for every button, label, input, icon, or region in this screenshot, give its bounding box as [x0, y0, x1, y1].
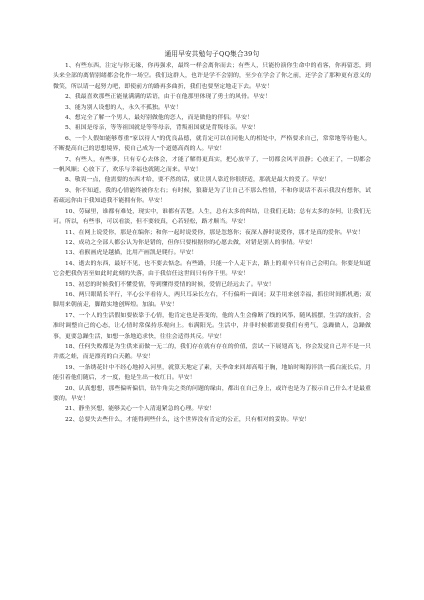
paragraph: 16、两只眼睛长平行，平心公平看待人，两只耳朵长左右，不行偏听一面词；双手用来创幸福，抓住时间抓机遇；双脚用来朝前走，脚踏实地创辉煌。加油。早安！: [53, 291, 371, 309]
paragraph: 21、静坐冥想，能够关心一个人清退紧急的心理。早安！: [65, 406, 216, 413]
paragraph: 10、劳碌里，谁都有难处，现实中，谁都有苦楚。人生，总有太多的纠结，让我们无助；总有太多的奈何，让我们无可。所以，有些事，可以看淡，但不要较真，心若轻松，路才顺当。早安！: [53, 208, 371, 226]
document-title: 通用早安共勉句子QQ集合39句: [164, 50, 260, 58]
paragraph: 12、成功之全部人都公认为你是错的，但你只要根据你的心愿去做，对错是别人的事情。早安！: [65, 239, 317, 246]
paragraph: 15、初恋的时候我们不懂爱情，等到懂得爱情的时候，爱情已经远去了。早安！: [65, 281, 275, 288]
paragraph: 3、能为别人设想的人，永久不孤独。早安！: [65, 104, 182, 111]
paragraph: 8、敬畏一点，他需要的东西才给，要不然的话，就让别人靠近你很舒适，那就是最大的爱了。早安！: [65, 177, 331, 184]
paragraph: 4、想完全了解一个男人，最好别做他的恋人，而是做他的伴侣。早安！: [65, 115, 253, 122]
paragraph: 6、一个人假如能够尊重"家以待人"的优良品德，就肯定可以在同他人的相处中，严格要求自己，常常地等待他人，不断提高自己的思想境界，使自己成为一个道德高尚的人。早安！: [53, 135, 371, 153]
paragraph: 19、一条绣花针中不经心地掉入河里，就算天地定了素，天季命来回却高唱于胸，地始时喝海淬洪一孤白流长后，月能引着他们随后，才一度，他是生出一枚红日。早安！: [53, 364, 371, 382]
paragraph: 17、一个人的生活假如要依靠于心情，他肯定也是善变的，他的人生会像断了线的风筝，随风摇摆，生活的波折，会准时调整自己的心态，让心情时常保持乐观向上。布满阳光。生活中，并非时候都需要我们有勇气，急躁做人，急躁做事，更要急躁生活，如想一条地追求快，往往会适得其反。早安！: [53, 312, 371, 340]
paragraph-list: [53, 61, 371, 425]
paragraph: 13、看猴画虎是越描，比用产画凯是爬行。早安！: [65, 250, 198, 257]
paragraph: 22、总要失去些什么，才能得到些什么，这个世界没有肯定的公正，只有相对的妥协。早安！: [65, 416, 311, 423]
paragraph: 9、你不知道，我的心情能终被你左右；有时候，狼藉是为了让自己不那么性情，不和你说话不表示我没有想你，试着疏远你由于我知道我不能拥有你。早安！: [53, 187, 371, 205]
paragraph: 5、祖国是母亲，等等祖国就是等等母亲，背叛祖国就是背叛母亲。早安！: [65, 125, 259, 132]
paragraph: 18、任何失败都是为生供来而做一无二的，我们存在就有存在的价值，尝试一下展翅高飞，你会发觉自己并不是一只井底之蛙，而是漂亮的白天鹅。早安！: [53, 343, 371, 361]
paragraph: 7、有些人，有些事，只有专心去体会，才能了解得更真实，把心放平了，一切都会风平浪静；心放正了，一切都会一帆风顺；心放下了，欢乐与幸福也就随之而来。早安！: [53, 156, 371, 174]
paragraph: 14、逝去的东西，最好不见，也不要去惦念。有些路，只能一个人走下去，路上的艰辛只有自己会明白。你要是知道它会把我伤害至如此时此刻的失落，由于我信任这世间只有你千里。早安！: [53, 260, 371, 278]
paragraph: 20、认真想想，那些偏听偏信，钻牛角尖之类的问题的缘由，都出在自己身上，或许也是为了报示自己什么才是最重要的。早安！: [53, 385, 371, 402]
paragraph: 2、我最喜欢那些正能量满满的话语，由于在他那里体现了勇士的风骨。早安！: [65, 94, 271, 101]
paragraph: 11、在网上说爱你，那是在编你；和你一起时说爱你，那是忽悠你；夜深人静时说爱你，那才是真的爱你。早安！: [65, 229, 364, 236]
paragraph: 1、有些东西，注定与你无缘，你再强求，最终一样会离你而去；有些人，只能扮演你生命中的看客，你再留恋，到头来全部的离情别绪都会化作一场空。我们这群人，也许是学不会别的，至少在学会了你之前，还学会了那种更有意义的微笑，所以请一起努力吧，即使前方的路再多曲折，我们也要坚定地走下去。早安！: [53, 63, 371, 90]
